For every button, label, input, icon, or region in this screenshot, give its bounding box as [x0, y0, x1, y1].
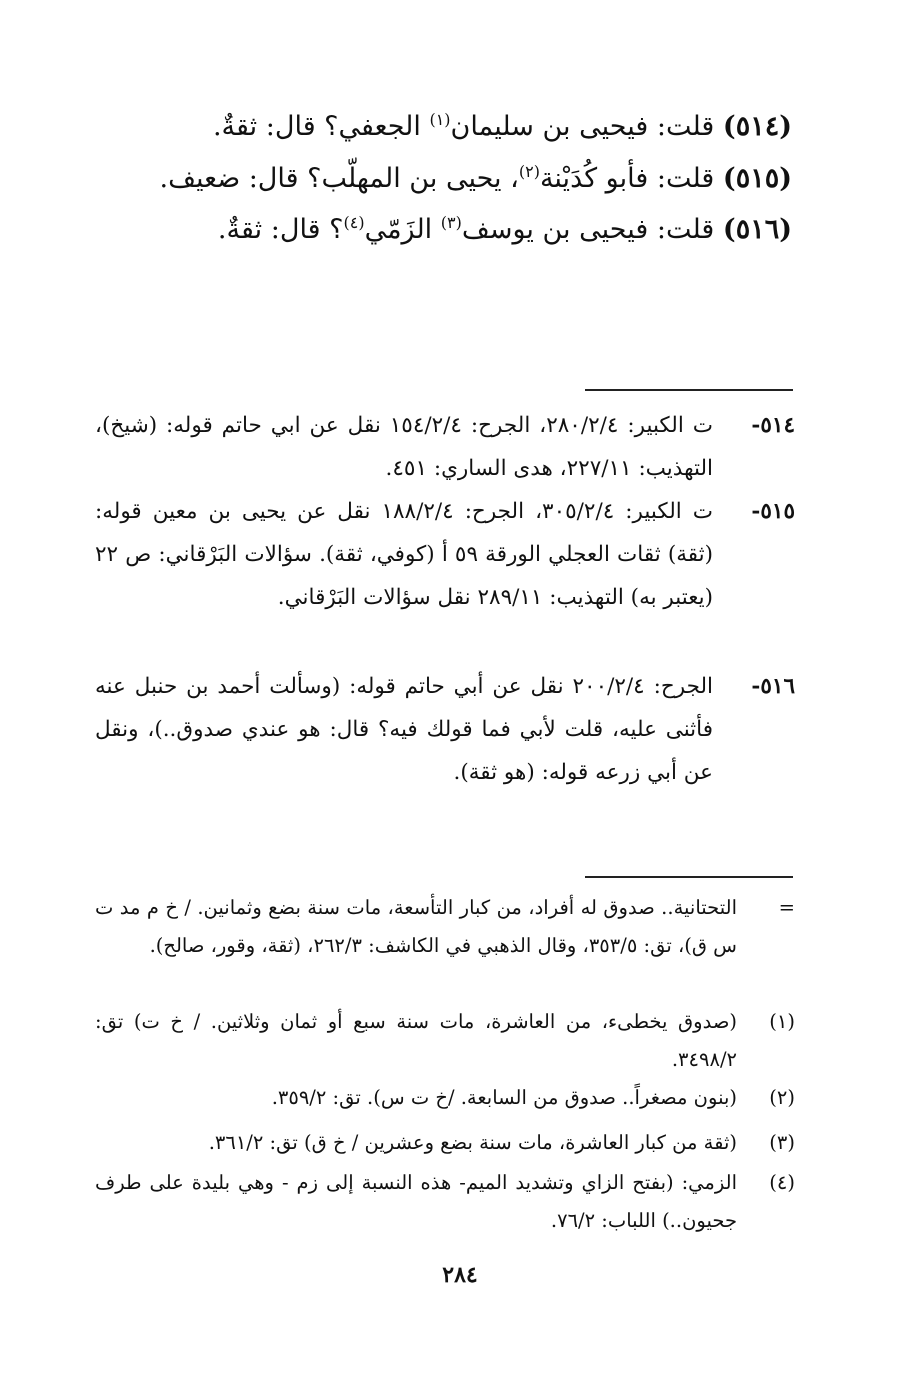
note-label: (١) [769, 1010, 795, 1033]
note-text: الزمي: (بفتح الزاي وتشديد الميم- هذه النسبة إلى زم - وهي بليدة على طرف جحيون..) اللباب: ٧٦/٢. [95, 1171, 737, 1232]
note-label: (٣) [769, 1131, 795, 1154]
note-4 [95, 1164, 795, 1240]
footnote-text: الجرح: ٢٠٠/٢/٤ نقل عن أبي حاتم قوله: (وسألت أحمد بن حنبل عنه فأثنى عليه، قلت لأبي فما قولك فيه؟ قال: هو عندي صدوق..)، ونقل عن أبي زرعه قوله: (هو ثقة). [95, 674, 713, 785]
entry-text: قلت: فأبو كُدَيْنة [539, 163, 715, 194]
entry-text: قلت: فيحيى بن يوسف [461, 214, 715, 245]
footnote-ref: (٤) [343, 213, 365, 232]
footnote-ref: (٢) [518, 162, 540, 181]
footnote-516 [95, 665, 795, 794]
entry-514 [92, 112, 792, 140]
entry-number: (٥١٥) [722, 163, 792, 194]
note-label: = [778, 896, 795, 919]
entry-text: الجعفي؟ قال: ثقةٌ. [212, 111, 430, 142]
footnote-text: ت الكبير: ٢٨٠/٢/٤، الجرح: ١٥٤/٢/٤ نقل عن ابي حاتم قوله: (شيخ)، التهذيب: ٢٢٧/١١، هدى الساري: ٤٥١. [95, 413, 714, 481]
footnote-ref: (٣) [440, 213, 462, 232]
entry-text: ؟ قال: ثقةٌ. [217, 214, 344, 245]
entry-number: (٥١٤) [722, 111, 792, 142]
notes-separator [585, 876, 793, 878]
footnote-label: ٥١٦- [751, 674, 795, 699]
note-label: (٢) [769, 1086, 795, 1109]
footnote-514 [95, 404, 795, 490]
entry-516 [92, 215, 792, 243]
note-label: (٤) [769, 1171, 795, 1194]
entry-text: الزَمّي [364, 214, 441, 245]
footnote-label: ٥١٥- [751, 499, 795, 524]
page-number: ٢٨٤ [442, 1262, 478, 1288]
note-text: (ثقة من كبار العاشرة، مات سنة بضع وعشرين / خ ق) تق: ٣٦١/٢. [208, 1131, 737, 1154]
note-1 [95, 1003, 795, 1079]
note-2 [95, 1079, 795, 1117]
note-continuation [95, 889, 795, 965]
footnote-ref: (١) [429, 110, 451, 129]
entry-text: قلت: فيحيى بن سليمان [450, 111, 715, 142]
note-3 [95, 1124, 795, 1162]
note-text: (بنون مصغراً.. صدوق من السابعة. /خ ت س). تق: ٣٥٩/٢. [271, 1086, 737, 1109]
entry-515 [92, 164, 792, 192]
entry-text: ، يحيى بن المهلّب؟ قال: ضعيف. [159, 163, 519, 194]
entry-number: (٥١٦) [722, 214, 792, 245]
footnote-text: ت الكبير: ٣٠٥/٢/٤، الجرح: ١٨٨/٢/٤ نقل عن يحيى بن معين قوله: (ثقة) ثقات العجلي الورقة ٥٩ أ (كوفي، ثقة). سؤالات البَرْقاني: ص ٢٢ (يعتبر به) التهذيب: ٢٨٩/١١ نقل سؤالات البَرْقاني. [95, 499, 713, 610]
note-text: التحتانية.. صدوق له أفراد، من كبار التأسعة، مات سنة بضع وثمانين. / خ م مد ت س ق)، تق: ٣٥٣/٥، وقال الذهبي في الكاشف: ٢٦٢/٣، (ثقة، وقور، صالح). [95, 896, 737, 957]
footnote-separator [585, 389, 793, 391]
footnote-515 [95, 490, 795, 619]
footnote-label: ٥١٤- [751, 413, 795, 438]
note-text: (صدوق يخطىء، من العاشرة، مات سنة سبع أو ثمان وثلاثين. / خ ت) تق: ٣٤٩٨/٢. [95, 1010, 737, 1071]
